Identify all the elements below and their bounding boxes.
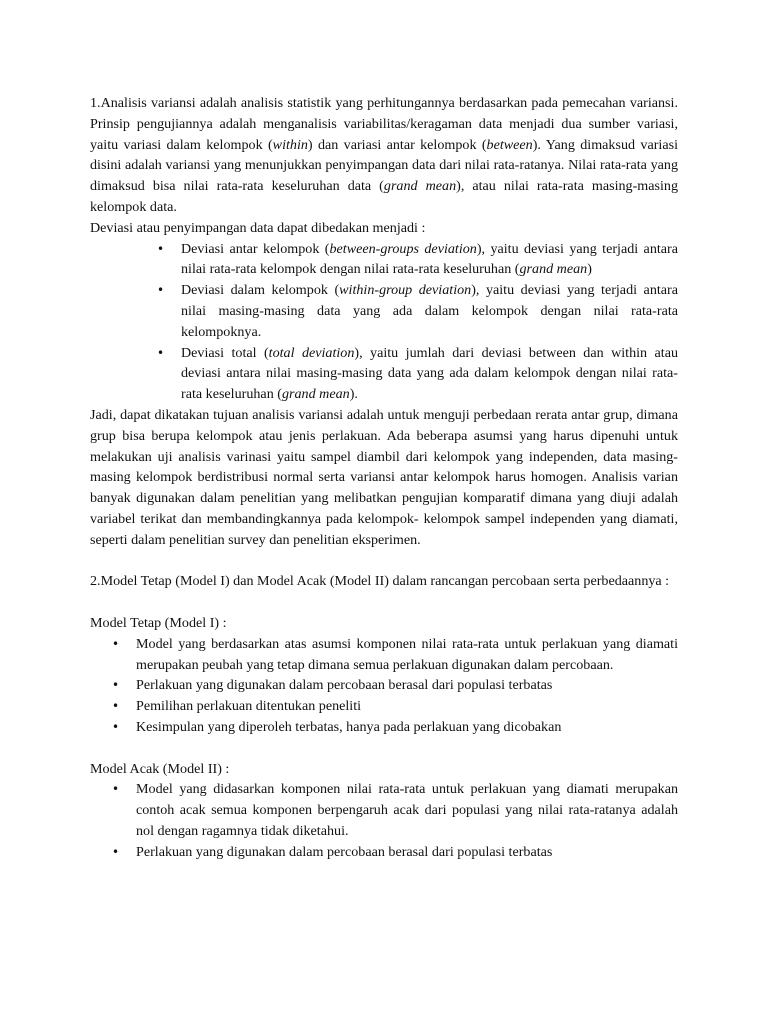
section1-intro-paragraph — [90, 93, 678, 218]
deviasi-item-between: • Deviasi antar kelompok (between-groups deviation), yaitu deviasi yang terjadi antara nilai rata-rata kelompok dengan nilai rata-rata keseluruhan (grand mean) — [181, 239, 678, 281]
section1-conclusion: Jadi, dapat dikatakan tujuan analisis variansi adalah untuk menguji perbedaan rerata antar grup, dimana grup bisa berupa kelompok atau jenis perlakuan. Ada beberapa asumsi yang harus dipenuhi untuk melakukan uji analisis varinasi yaitu sampel diambil dari kelompok yang independen, data masing-masing kelompok berdistribusi normal serta variansi antar kelompok harus homogen. Analisis varian banyak digunakan dalam penelitian yang melibatkan pengujian komparatif dimana yang diuji adalah variabel terikat dan membandingkannya pada kelompok- kelompok sampel independen yang diamati, seperti dalam penelitian survey dan penelitian eksperimen. — [90, 406, 678, 548]
deviasi-intro: Deviasi atau penyimpangan data dapat dibedakan menjadi : — [90, 219, 426, 236]
model-tetap-title: Model Tetap (Model I) : — [90, 614, 227, 631]
deviasi-item-total: • Deviasi total (total deviation), yaitu jumlah dari deviasi between dan within atau deviasi antara nilai masing-masing data yang ada dalam kelompok dengan nilai rata-rata keseluruhan (grand mean). — [181, 343, 678, 405]
list-item: • Kesimpulan yang diperoleh terbatas, hanya pada perlakuan yang dicobakan — [136, 717, 678, 738]
deviasi-item-within: • Deviasi dalam kelompok (within-group deviation), yaitu deviasi yang terjadi antara nilai masing-masing data yang ada dalam kelompok dengan nilai rata-rata kelompoknya. — [181, 280, 678, 342]
intro-term-grand-mean: grand mean — [383, 178, 457, 195]
intro-text-a: 1.Analisis variansi adalah analisis statistik yang perhitungannya berdasarkan pada pemecahan variansi. Prinsip pengujiannya adalah menganalisis variabilitas/keragaman data menjadi dua sumber variasi, yaitu variasi dalam kelompok ( — [90, 95, 678, 153]
intro-text-g: ), atau nilai rata-rata masing-masing kelompok data. — [90, 178, 678, 215]
spacer — [90, 738, 678, 759]
list-item: • Pemilihan perlakuan ditentukan peneliti — [136, 696, 678, 717]
list-item: • Model yang didasarkan komponen nilai rata-rata untuk perlakuan yang diamati merupakan contoh acak semua komponen berpengaruh acak dari populasi yang nilai rata-ratanya adalah nol dengan ragamnya tidak diketahui. — [136, 779, 678, 841]
model-acak-list — [90, 779, 678, 862]
list-item: • Perlakuan yang digunakan dalam percobaan berasal dari populasi terbatas — [136, 675, 678, 696]
model-acak-title: Model Acak (Model II) : — [90, 760, 230, 777]
intro-text-e: ). Yang dimaksud variasi disini adalah variansi yang menunjukkan penyimpangan data dari nilai rata-ratanya. Nilai rata-rata yang dimaksud bisa nilai rata-rata keseluruhan data ( — [90, 136, 678, 195]
section2-heading: 2.Model Tetap (Model I) dan Model Acak (Model II) dalam rancangan percobaan serta perbedaannya : — [90, 573, 670, 590]
list-item: • Perlakuan yang digunakan dalam percobaan berasal dari populasi terbatas — [136, 842, 678, 863]
deviasi-list — [90, 239, 678, 405]
intro-term-between: between — [486, 136, 533, 153]
list-item: • Model yang berdasarkan atas asumsi komponen nilai rata-rata untuk perlakuan yang diamati merupakan peubah yang tetap dimana semua perlakuan digunakan dalam percobaan. — [136, 634, 678, 676]
spacer — [90, 551, 678, 572]
spacer — [90, 592, 678, 613]
intro-text-c: ) dan variasi antar kelompok ( — [307, 136, 487, 153]
model-tetap-list — [90, 634, 678, 738]
intro-term-within: within — [272, 136, 308, 153]
